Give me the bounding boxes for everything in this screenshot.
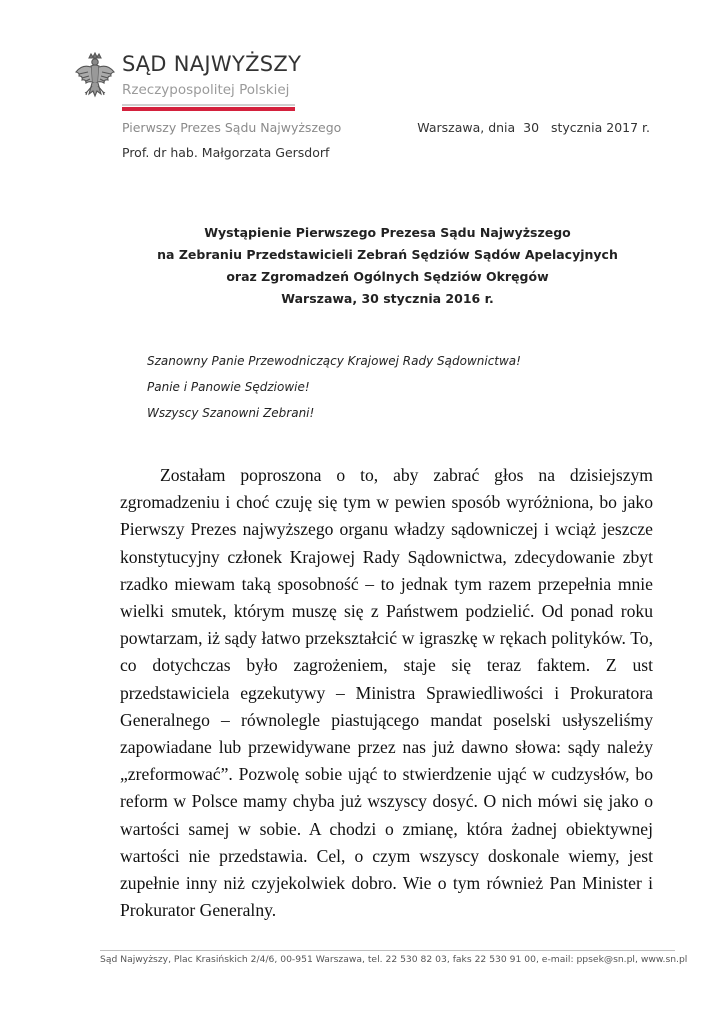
footer-divider — [100, 950, 675, 951]
salutation-line-2: Panie i Panowie Sędziowie! — [147, 380, 310, 394]
salutation-line-1: Szanowny Panie Przewodniczący Krajowej Rady Sądownictwa! — [147, 354, 521, 368]
flag-red-stripe — [122, 107, 295, 111]
salutation-line-3: Wszyscy Szanowni Zebrani! — [147, 406, 315, 420]
dateline: Warszawa, dnia 30 stycznia 2017 r. — [417, 120, 650, 135]
heading-line-1: Wystąpienie Pierwszego Prezesa Sądu Najwyższego — [204, 225, 571, 240]
body-paragraph: Zostałam poproszona o to, aby zabrać głos na dzisiejszym zgromadzeniu i choć czuję się tym w pewien sposób wyróżniona, bo jako Pierwszy Prezes najwyższego organu władzy sądowniczej i wciąż jeszcze konstytucyjny członek Krajowej Rady Sądownictwa, zdecydowanie zbyt rzadko miewam taką sposobność – to jednak tym razem przepełnia mnie wielki smutek, którym muszę się z Państwem podzielić. Od ponad roku powtarzam, iż sądy łatwo przekształcić w igraszkę w rękach polityków. To, co dotychczas było zagrożeniem, staje się teraz faktem. Z ust przedstawiciela egzekutywy – Ministra Sprawiedliwości i Prokuratora Generalnego – równolegle piastującego mandat poselski usłyszeliśmy zapowiadane lub przewidywane przez nas już dawno słowa: sądy należy „zreformować”. Pozwolę sobie ująć to stwierdzenie ująć w cudzysłów, bo reform w Polsce mamy chyba już wszyscy dosyć. O nich mówi się jako o wartości samej w sobie. A chodzi o zmianę, która żadnej obiektywnej wartości nie przedstawia. Cel, o czym wszyscy doskonale wiemy, jest zupełnie inny niż czyjekolwiek dobro. Wie o tym również Pan Minister i Prokurator Generalny. — [120, 465, 653, 921]
document-heading — [100, 222, 675, 310]
sender-title: Pierwszy Prezes Sądu Najwyższego — [122, 120, 342, 135]
sender-name: Prof. dr hab. Małgorzata Gersdorf — [122, 145, 330, 160]
flag-divider — [122, 104, 295, 111]
letterhead — [74, 50, 334, 120]
heading-line-4: Warszawa, 30 stycznia 2016 r. — [281, 291, 494, 306]
heading-line-2: na Zebraniu Przedstawicieli Zebrań Sędziów Sądów Apelacyjnych — [157, 247, 618, 262]
org-name: SĄD NAJWYŻSZY — [122, 52, 302, 76]
white-eagle-icon — [74, 52, 116, 106]
org-subtitle: Rzeczypospolitej Polskiej — [122, 82, 290, 98]
footer-address: Sąd Najwyższy, Plac Krasińskich 2/4/6, 00-951 Warszawa, tel. 22 530 82 03, faks 22 530 91 00, e-mail: ppsek@sn.pl, www.sn.pl — [100, 954, 688, 965]
flag-white-stripe — [122, 104, 295, 106]
salutations — [147, 348, 521, 426]
heading-line-3: oraz Zgromadzeń Ogólnych Sędziów Okręgów — [226, 269, 549, 284]
